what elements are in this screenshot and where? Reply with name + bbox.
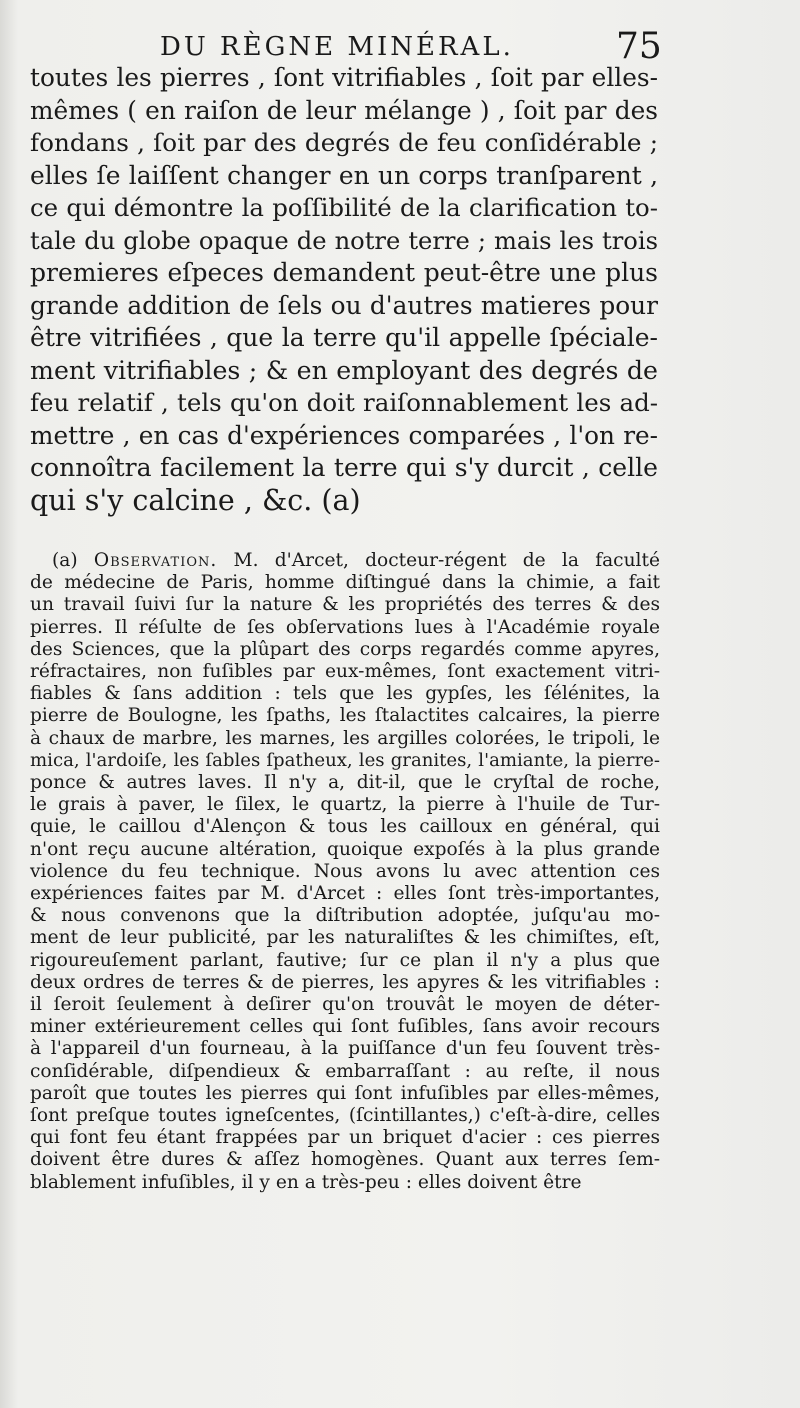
footnote [30, 550, 660, 1194]
text-line: grande addition de ſels ou d'autres matieres pour [30, 290, 658, 320]
footnote-line: pierre de Boulogne, les ſpaths, les ſtalactites calcaires, la pierre [30, 705, 660, 727]
text-line: feu relatif , tels qu'on doit raiſonnablement les ad- [30, 388, 658, 417]
text-line: premieres eſpeces demandent peut-être une plus [30, 258, 658, 287]
footnote-line: ſont preſque toutes igneſcentes, (ſcintillantes,) c'eſt-à-dire, celles [30, 1105, 660, 1127]
footnote-line: mica, l'ardoiſe, les ſables ſpatheux, les granites, l'amiante, la pierre- [30, 749, 660, 771]
footnote-line: deux ordres de terres & de pierres, les apyres & les vitrifiables : [30, 971, 660, 993]
footnote-line: de médecine de Paris, homme diſtingué dans la chimie, a fait [30, 572, 660, 594]
footnote-line: à l'appareil d'un fourneau, à la puiſſance d'un feu ſouvent très- [30, 1038, 660, 1060]
footnote-line: doivent être dures & aſſez homogènes. Quant aux terres ſem- [30, 1149, 660, 1171]
footnote-line: paroît que toutes les pierres qui ſont infuſibles par elles-mêmes, [30, 1082, 660, 1104]
footnote-line: expériences faites par M. d'Arcet : elles ſont très-importantes, [30, 883, 660, 905]
text-line: connoîtra facilement la terre qui s'y durcit , celle [30, 453, 658, 482]
running-head: DU RÈGNE MINÉRAL. [160, 32, 514, 62]
footnote-line: ponce & autres laves. Il n'y a, dit-il, que le cryſtal de roche, [30, 772, 660, 794]
text-line: mêmes ( en raiſon de leur mélange ) , ſoit par des [30, 95, 658, 125]
text-line: fondans , ſoit par des degrés de feu conſidérable ; [30, 128, 658, 157]
footnote-line: à chaux de marbre, les marnes, les argilles colorées, le tripoli, le [30, 727, 660, 749]
footnote-line: le grais à paver, le ſilex, le quartz, la pierre à l'huile de Tur- [30, 794, 660, 816]
footnote-line: conſidérable, diſpendieux & embarraſſant : au reſte, il nous [30, 1060, 660, 1082]
footnote-marker: (a) [52, 550, 78, 571]
footnote-line: n'ont reçu aucune altération, quoique expoſés à la plus grande [30, 838, 660, 860]
footnote-line: il ſeroit ſeulement à deſirer qu'on trouvât le moyen de déter- [30, 994, 660, 1016]
footnote-heading: Observation. [93, 550, 218, 571]
footnote-line: des Sciences, que la plûpart des corps regardés comme apyres, [30, 638, 660, 660]
footnote-line: M. d'Arcet, docteur-régent de la faculté [233, 550, 660, 571]
text-line: ment vitrifiables ; & en employant des degrés de [30, 355, 658, 385]
footnote-line: un travail ſuivi ſur la nature & les propriétés des terres & des [30, 594, 660, 616]
footnote-first-line [30, 550, 660, 572]
footnote-line: réfractaires, non fuſibles par eux-mêmes, ſont exactement vitri- [30, 661, 660, 683]
footnote-line: qui font feu étant frappées par un briquet d'acier : ces pierres [30, 1127, 660, 1149]
text-line: ce qui démontre la poſſibilité de la clarification to- [30, 193, 658, 222]
text-line: qui s'y calcine , &c. (a) [30, 483, 361, 517]
text-line: être vitrifiées , que la terre qu'il appelle ſpéciale- [30, 323, 658, 352]
footnote-line: blablement infuſibles, il y en a très-peu : elles doivent être [30, 1171, 582, 1193]
text-line: tale du globe opaque de notre terre ; mais les trois [30, 226, 658, 255]
text-line: toutes les pierres , ſont vitrifiables , ſoit par elles- [30, 63, 658, 92]
footnote-line: quie, le caillou d'Alençon & tous les cailloux en général, qui [30, 816, 660, 838]
footnote-line: ment de leur publicité, par les naturaliſtes & les chimiſtes, eſt, [30, 927, 660, 949]
page-number: 75 [616, 26, 662, 67]
footnote-line: fiables & ſans addition : tels que les gypſes, les ſélénites, la [30, 683, 660, 705]
footnote-line: pierres. Il réſulte de ſes obſervations lues à l'Académie royale [30, 616, 660, 638]
footnote-line: rigoureuſement parlant, fautive; ſur ce plan il n'y a plus que [30, 949, 660, 971]
text-line: elles ſe laiſſent changer en un corps tranſparent , [30, 160, 658, 190]
main-text [30, 62, 658, 517]
footnote-line: miner extérieurement celles qui ſont fuſibles, ſans avoir recours [30, 1016, 660, 1038]
footnote-line: & nous convenons que la diſtribution adoptée, juſqu'au mo- [30, 905, 660, 927]
text-line: mettre , en cas d'expériences comparées , l'on re- [30, 420, 658, 450]
footnote-line: violence du feu technique. Nous avons lu avec attention ces [30, 860, 660, 882]
